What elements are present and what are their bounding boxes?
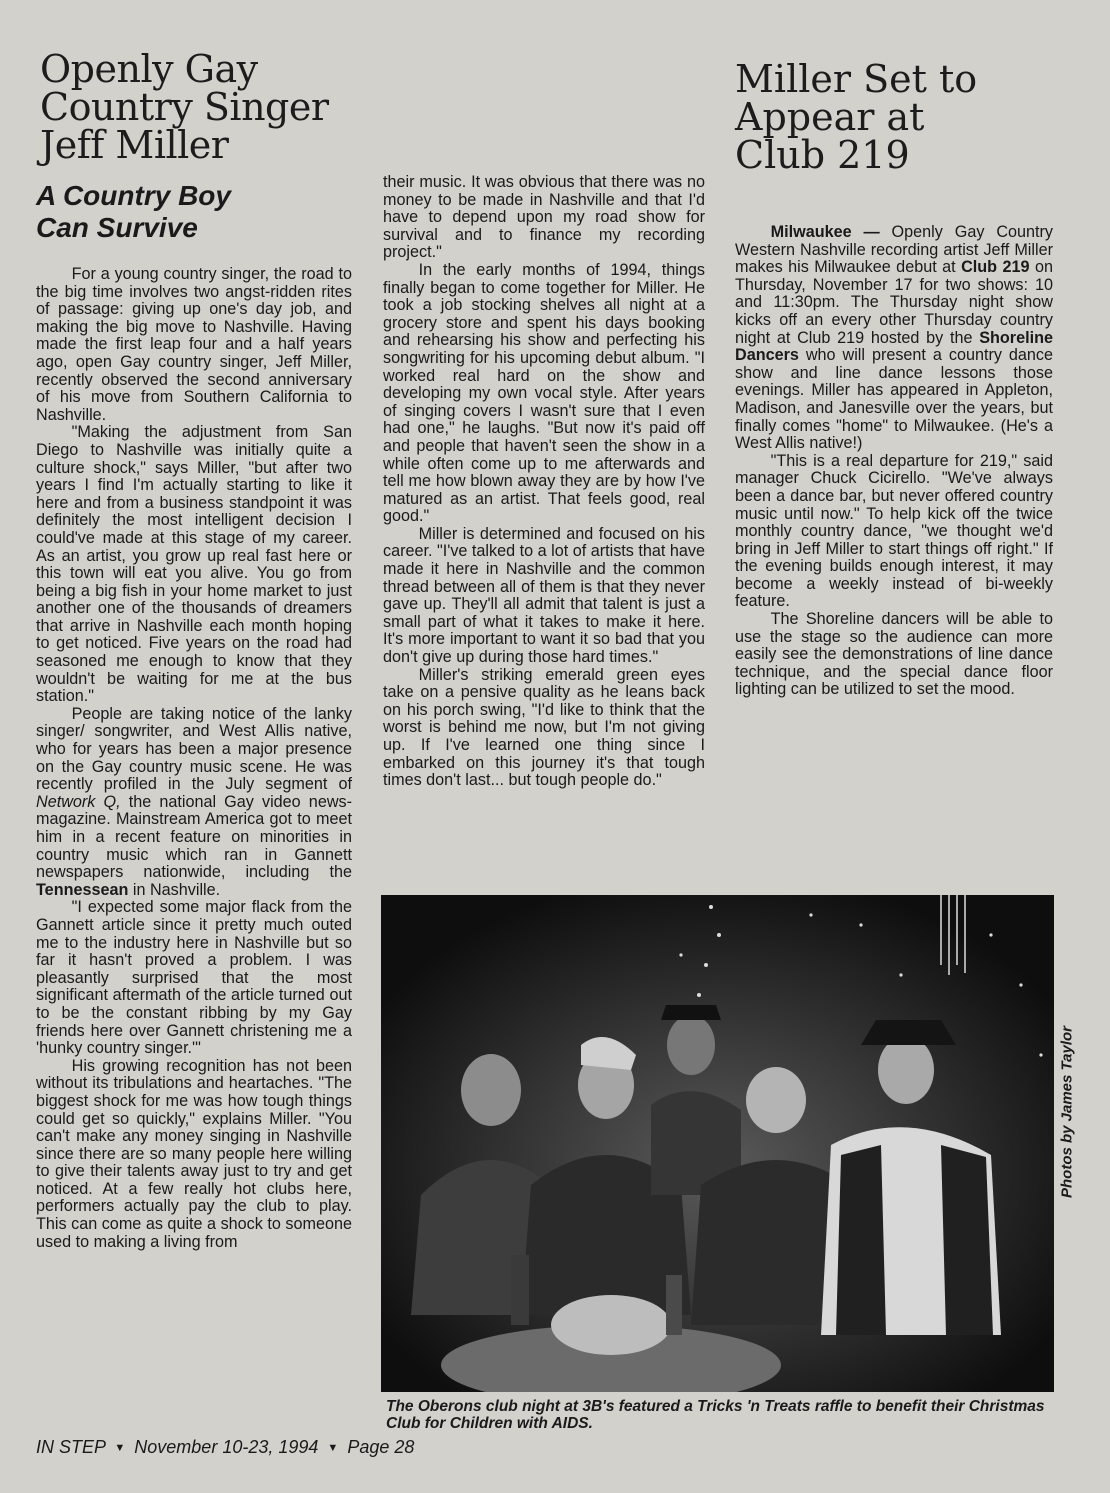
venue-name: Club 219 — [961, 258, 1030, 277]
paragraph: His growing recognition has not been without its tribulations and heartaches. "The biggest shock for me was how tough things could get so quickly," explains Miller. "You can't make any money singing in Nashville since there are so many people here willing to give their talents away just to try and get noticed. At a few really hot clubs here, performers actually pay the club to play. This can come as quite a shock to someone used to making a living from — [36, 1056, 352, 1251]
headline-line: Country Singer — [40, 85, 329, 129]
headline-line: Appear at — [735, 95, 925, 139]
article-column-1 — [36, 266, 352, 1251]
page-number: Page 28 — [347, 1437, 415, 1457]
paragraph: Miller is determined and focused on his career. "I've talked to a lot of artists that have made it here in Nashville and the common thread between all of them is that they never gave up. They'll all admit that talent is just a small part of what it takes to make it here. It's more important to want it so bad that you don't give up during those hard times." — [383, 524, 705, 667]
sidebar-headline — [735, 57, 1065, 177]
subhead-line: Can Survive — [36, 212, 198, 244]
text-run: the national Gay video news-magazine. Mainstream America got to meet him in a recent feature on minorities in country music which ran in Gannett newspapers nationwide, including the — [36, 792, 352, 882]
issue-date: November 10-23, 1994 — [134, 1437, 319, 1457]
photo-caption: The Oberons club night at 3B's featured a Tricks 'n Treats raffle to benefit their Christmas Club for Children with AIDS. — [386, 1398, 1045, 1432]
paragraph: For a young country singer, the road to the big time involves two angst-ridden rites of passage: giving up one's day job, and making the big move to Nashville. Having made the first leap four and a half years ago, open Gay country singer, Jeff Miller, recently observed the second anniversary of his move from Southern California to Nashville. — [36, 265, 352, 424]
article-column-3 — [735, 224, 1053, 699]
headline-line: Jeff Miller — [40, 123, 229, 167]
bold-title: Tennessean — [36, 880, 129, 899]
paragraph: "I expected some major flack from the Gannett article since it pretty much outed me to the industry here in Nashville but so far it hasn't proved a problem. I was pleasantly surprised that the most significant aftermath of the article turned out to be the constant ribbing by my Gay friends here over Gannett christening me a 'hunky country singer.'" — [36, 898, 352, 1058]
triangle-separator-icon: ▼ — [114, 1442, 126, 1454]
article-headline — [40, 47, 360, 167]
headline-line: Club 219 — [735, 133, 910, 177]
paragraph — [735, 224, 1053, 453]
text-run: who will present a country dance show and line dance lessons those evenings. Miller has appeared in Appleton, Madison, and Janesville over the years, but finally comes "home" to Milwaukee. (He's a West Allis native!) — [735, 346, 1053, 453]
text-run: on Thursday, November 17 for two shows: 10 and 11:30pm. The Thursday night show kicks off an every other Thursday country night at Club 219 hosted by the — [735, 258, 1053, 347]
group-photo — [381, 895, 1054, 1392]
italic-title: Network Q, — [36, 792, 121, 811]
paragraph — [36, 706, 352, 900]
triangle-separator-icon: ▼ — [327, 1442, 339, 1454]
paragraph: Miller's striking emerald green eyes take on a pensive quality as he leans back on his porch swing, "I'd like to think that the worst is behind me now, but I'm not giving up. If I've learned one thing since I embarked on this journey it's that tough times don't last... but tough people do." — [383, 665, 705, 790]
headline-line: Openly Gay — [40, 47, 258, 91]
photo-image — [381, 895, 1054, 1392]
article-subhead — [36, 180, 356, 244]
paragraph: "This is a real departure for 219," said manager Chuck Cicirello. "We've always been a dance bar, but never offered country music until now." To help kick off the twice monthly country dance, "we thought we'd bring in Jeff Miller to start things off right." If the evening builds enough interest, it may become a weekly instead of bi-weekly feature. — [735, 451, 1053, 611]
text-run: Openly Gay Country Western Nashville recording artist Jeff Miller makes his Milwaukee debut at — [735, 223, 1053, 277]
subhead-line: A Country Boy — [36, 180, 231, 211]
headline-line: Miller Set to — [735, 57, 978, 101]
article-column-2 — [383, 174, 705, 790]
dateline: Milwaukee — — [770, 223, 880, 241]
publication-name: IN STEP — [36, 1437, 106, 1457]
paragraph: "Making the adjustment from San Diego to Nashville was initially quite a culture shock," says Miller, "but after two years I find I'm actually starting to like it here and from a business standpoint it was definitely the most intelligent decision I could've made at this stage of my career. As an artist, you grow up real fast here or this town will eat you alive. You go from being a big fish in your home market to just another one of the thousands of dreamers that arrive in Nashville each month hoping to get noticed. Five years on the road had seasoned me enough to know that they wouldn't be waiting for me at the bus station." — [36, 423, 352, 706]
photo-credit-text: Photos by James Taylor — [1058, 1025, 1076, 1199]
photo-credit — [1055, 1012, 1079, 1212]
paragraph: In the early months of 1994, things finally began to come together for Miller. He took a job stocking shelves all night at a grocery store and spent his days booking and rehearsing his show and perfecting his songwriting for his upcoming debut album. "I worked real hard on the show and developing my own vocal style. After years of singing covers I wasn't sure that I even had one," he laughs. "But now it's paid off and people that haven't seen the show in a while often come up to me afterwards and tell me how blown away they are by how I've matured as an artist. That feels good, real good." — [383, 260, 705, 526]
text-run: People are taking notice of the lanky singer/ songwriter, and West Allis native, who for years has been a major presence on the Gay country music scene. He was recently profiled in the July segment of — [36, 704, 352, 794]
paragraph: The Shoreline dancers will be able to use the stage so the audience can more easily see the demonstrations of line dance technique, and the special dance floor lighting can be utilized to set the mood. — [735, 610, 1053, 699]
paragraph: their music. It was obvious that there was no money to be made in Nashville and that I'd have to depend upon my road show for survival and to finance my recording project." — [383, 173, 705, 262]
group-name: Shoreline Dancers — [735, 328, 1053, 365]
text-run: in Nashville. — [128, 880, 221, 899]
page-footer — [36, 1437, 414, 1458]
